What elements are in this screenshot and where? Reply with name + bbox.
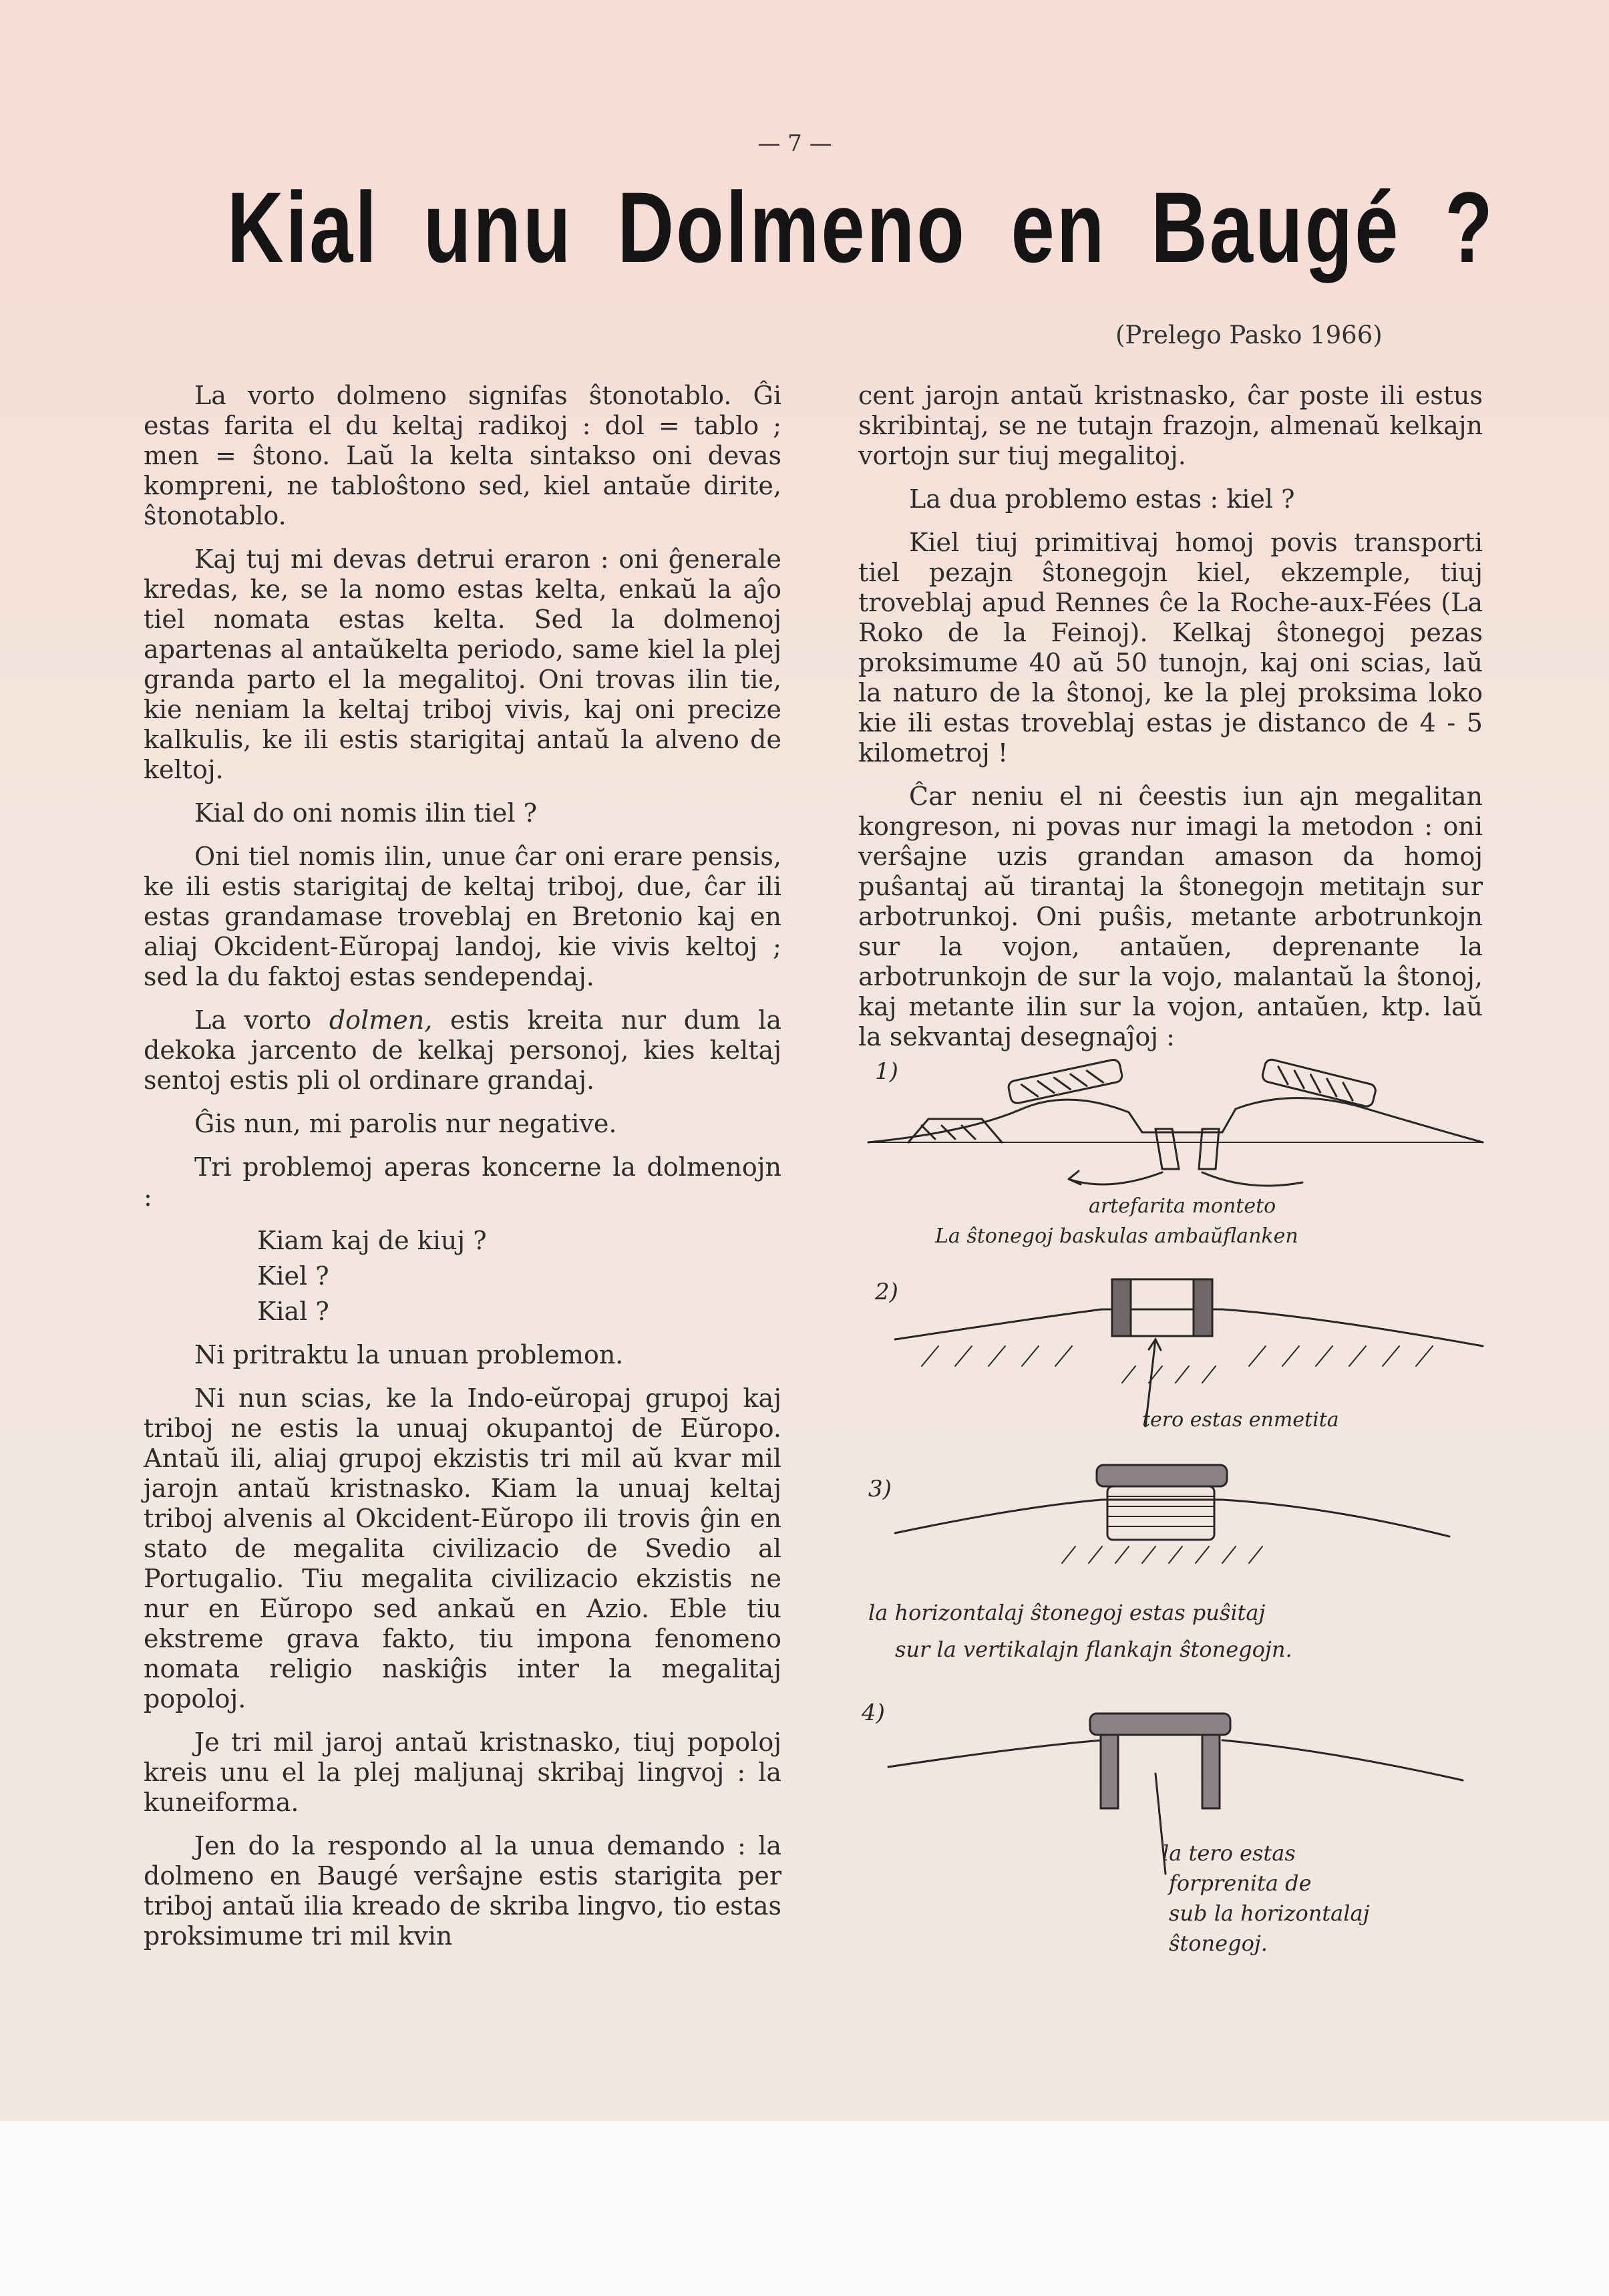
paragraph: Ni nun scias, ke la Indo-eŭropaj grupoj kaj triboj ne estis la unuaj okupantoj de Eŭropo. Antaŭ ili, aliaj grupoj ekzistis tri mil aŭ kvar mil jarojn antaŭ kristnasko. Kiam la unuaj keltaj triboj alvenis al Okcident-Eŭropo ili trovis ĝin en stato de megalita civilizacio de Svedio al Portugalio. Tiu megalita civilizacio ekzistis ne nur en Eŭropo sed ankaŭ en Azio. Eble tiu ekstreme grava fakto, tiu impona fenomeno nomata religio naskiĝis inter la megalitaj popoloj. bbox=[144, 1383, 781, 1713]
sketch-note: sub la horizontalaj bbox=[1169, 1901, 1370, 1926]
stage-label: 3) bbox=[868, 1476, 892, 1502]
dolmen-construction-sketch bbox=[848, 1052, 1489, 1974]
paragraph: Kial do oni nomis ilin tiel ? bbox=[194, 798, 537, 828]
sketch-stage-2 bbox=[874, 1279, 1483, 1432]
sketch-note: ŝtonegoj. bbox=[1169, 1931, 1268, 1956]
page-number: — 7 — bbox=[757, 130, 832, 157]
ground-left bbox=[888, 1740, 1102, 1767]
question-line: Kiam kaj de kiuj ? bbox=[257, 1226, 487, 1255]
sketch-stage-4 bbox=[861, 1699, 1463, 1956]
paragraph: La vorto dolmeno signifas ŝtonotablo. Ĝi estas farita el du keltaj radikoj : dol = tablo ; men = ŝtono. Laŭ la kelta sintakso oni devas kompreni, ne tabloŝtono sed, kiel antaŭe dirite, ŝtonotablo. bbox=[144, 381, 781, 530]
sketch-note: artefarita monteto bbox=[1089, 1194, 1276, 1218]
mound-outline bbox=[895, 1309, 1483, 1346]
question-line: Kial ? bbox=[257, 1297, 329, 1326]
sketch-stage-1 bbox=[868, 1058, 1483, 1248]
byline: (Prelego Pasko 1966) bbox=[1115, 321, 1383, 349]
upright-stone-right bbox=[1202, 1735, 1220, 1808]
mound-outline bbox=[868, 1098, 1483, 1142]
paragraph: Kiel tiuj primitivaj homoj povis transporti tiel pezajn ŝtonegojn kiel, ekzemple, tiuj troveblaj apud Rennes ĉe la Roche-aux-Fées (La Roko de la Feinoj). Kelkaj ŝtonegoj pezas proksimume 40 aŭ 50 tunojn, kaj oni scias, laŭ la naturo de la ŝtonoj, ke la plej proksima loko kie ili estas troveblaj estas je distanco de 4 - 5 kilometroj ! bbox=[858, 528, 1483, 768]
hatching bbox=[922, 1346, 1433, 1366]
mound-outline bbox=[895, 1500, 1449, 1536]
stage-label: 2) bbox=[875, 1279, 898, 1305]
right-column bbox=[858, 381, 1483, 1065]
sketch-note: La ŝtonegoj baskulas ambaŭflanken bbox=[935, 1224, 1298, 1248]
left-column bbox=[144, 381, 781, 1965]
paragraph: Ni pritraktu la unuan problemon. bbox=[194, 1340, 624, 1369]
question-line: Kiel ? bbox=[257, 1261, 329, 1291]
paragraph: La dua problemo estas : kiel ? bbox=[909, 484, 1295, 514]
upright-stone-left bbox=[1101, 1735, 1118, 1808]
sketch-note: sur la vertikalajn flankajn ŝtonegojn. bbox=[895, 1637, 1292, 1662]
upright-stone-right bbox=[1199, 1129, 1219, 1169]
emphasis: dolmen, bbox=[329, 1005, 433, 1035]
tilted-slab-left bbox=[1007, 1059, 1123, 1105]
text-run: La vorto bbox=[194, 1005, 329, 1035]
paragraph: Oni tiel nomis ilin, unue ĉar oni erare pensis, ke ili estis starigitaj de keltaj triboj, due, ĉar ili estas grandamase troveblaj en Bretonio kaj en aliaj Okcident-Eŭropaj landoj, kie vivis keltoj ; sed la du faktoj estas sendependaj. bbox=[144, 842, 781, 991]
stage-label: 1) bbox=[875, 1058, 898, 1085]
sketch-note: la horizontalaj ŝtonegoj estas puŝitaj bbox=[868, 1600, 1266, 1625]
paragraph: cent jarojn antaŭ kristnasko, ĉar poste ili estus skribintaj, se ne tutajn frazojn, almenaŭ kelkajn vortojn sur tiuj megalitoj. bbox=[858, 381, 1483, 470]
tilted-slab-right bbox=[1261, 1058, 1377, 1108]
hatching bbox=[1062, 1546, 1262, 1563]
paragraph: Ĝis nun, mi parolis nur negative. bbox=[194, 1109, 617, 1138]
scan-margin bbox=[0, 2121, 1609, 2296]
upright-stone-left bbox=[1155, 1129, 1179, 1169]
stage-label: 4) bbox=[862, 1699, 885, 1726]
text-run: estis kreita nur dum la dekoka jarcento de kelkaj personoj, kies keltaj sentoj estis pli ol ordinare grandaj. bbox=[144, 1005, 781, 1095]
paragraph bbox=[144, 1005, 781, 1096]
sketch-note: tero estas enmetita bbox=[1142, 1408, 1339, 1432]
sketch-stage-3 bbox=[868, 1465, 1449, 1662]
cap-stone bbox=[1090, 1713, 1230, 1735]
sketch-note: la tero estas bbox=[1162, 1840, 1296, 1866]
paragraph: Tri problemoj aperas koncerne la dolmenojn : bbox=[144, 1152, 781, 1212]
page-title: Kial unu Dolmeno en Baugé ? bbox=[227, 171, 1495, 283]
paragraph: Kaj tuj mi devas detrui eraron : oni ĝenerale kredas, ke, se la nomo estas kelta, enkaŭ la aĵo tiel nomata estas kelta. Sed la dolmenoj apartenas al antaŭkelta periodo, same kiel la plej granda parto el la megalitoj. Oni trovas ilin tie, kie neniam la keltaj triboj vivis, kaj oni precize kalkulis, ke ili estis starigitaj antaŭ la alveno de keltoj. bbox=[144, 544, 781, 784]
ground-right bbox=[1222, 1740, 1463, 1780]
pointer-line bbox=[1069, 1172, 1162, 1184]
sketch-note: forprenita de bbox=[1169, 1870, 1312, 1896]
paragraph: Jen do la respondo al la unua demando : la dolmeno en Baugé verŝajne estis starigita per triboj antaŭ ilia kreado de skriba lingvo, tio estas proksimume tri mil kvin bbox=[144, 1831, 781, 1951]
chamber bbox=[1107, 1486, 1214, 1540]
paragraph: Ĉar neniu el ni ĉeestis iun ajn megalitan kongreson, ni povas nur imagi la metodon : oni verŝajne uzis grandan amason da homoj puŝantaj aŭ tirantaj la ŝtonegojn metitajn sur arbotrunkoj. Oni puŝis, metante arbotrunkojn sur la vojon, antaŭen, deprenante la arbotrunkojn de sur la vojo, malantaŭ la ŝtonoj, kaj metante ilin sur la vojon, antaŭen, ktp. laŭ la sekvantaj desegnaĵoj : bbox=[858, 782, 1483, 1051]
cap-stone bbox=[1097, 1465, 1227, 1486]
paragraph: Je tri mil jaroj antaŭ kristnasko, tiuj popoloj kreis unu el la plej maljunaj skribaj lingvoj : la kuneiforma. bbox=[144, 1728, 781, 1817]
